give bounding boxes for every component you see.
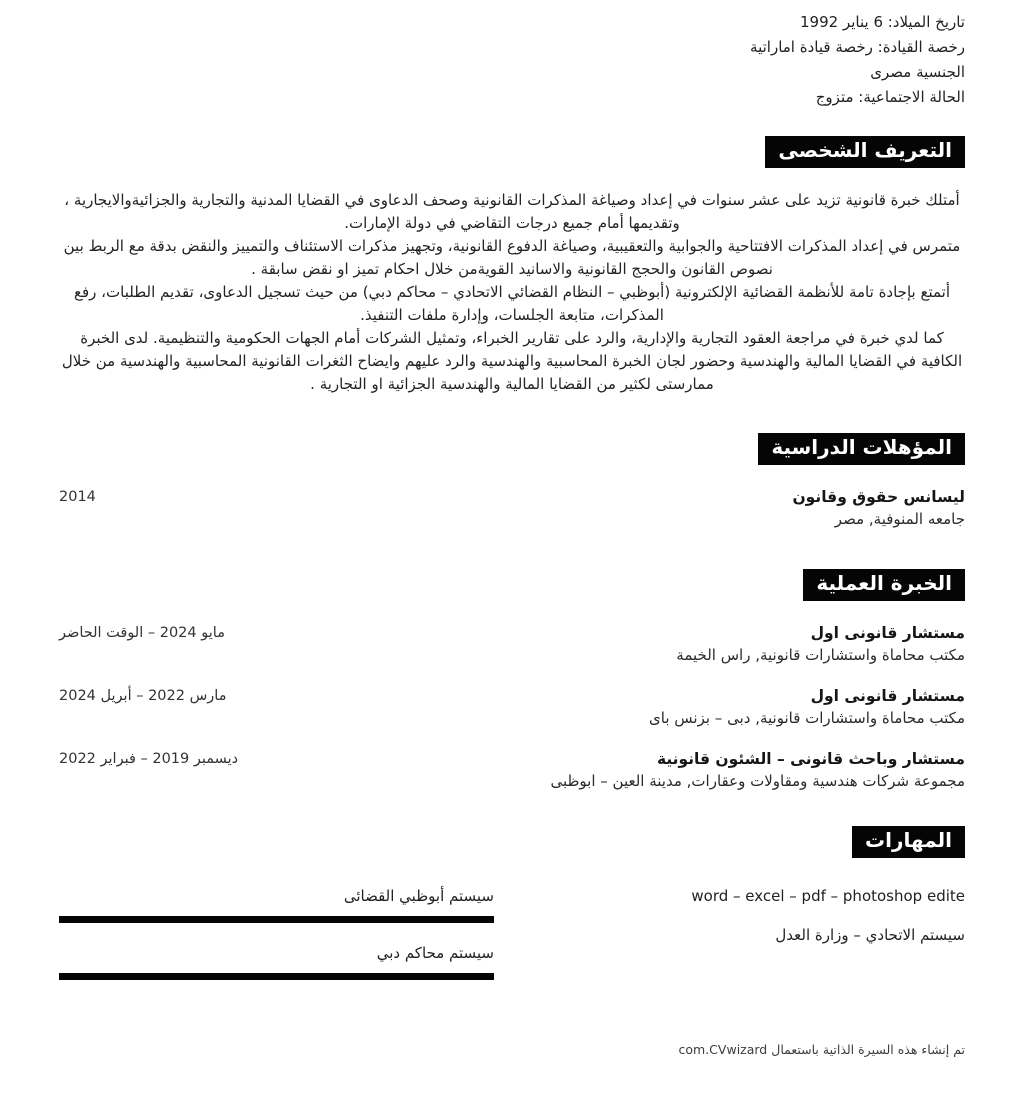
- profile-section: [59, 136, 965, 396]
- personal-info: [59, 10, 965, 110]
- footer-brand: com.CVwizard: [678, 1042, 768, 1057]
- skill-item: [59, 944, 494, 980]
- experience-section-title: الخبرة العملية: [803, 569, 965, 601]
- skill-level-bar: [59, 973, 494, 980]
- education-entry-main: [244, 488, 965, 528]
- skill-name: سيستم الاتحادي – وزارة العدل: [775, 926, 965, 944]
- experience-section-header: [59, 569, 965, 601]
- education-section-title: المؤهلات الدراسية: [758, 433, 965, 465]
- experience-section: [59, 569, 965, 790]
- organization: مكتب محاماة واستشارات قانونية, راس الخيمة: [676, 646, 965, 664]
- skill-name: سيستم محاكم دبي: [376, 944, 494, 962]
- skill-name: سيستم أبوظبي القضائى: [343, 887, 494, 905]
- skills-column-right: [530, 887, 965, 1001]
- role-title: مستشار قانونى اول: [810, 687, 965, 705]
- footer: [679, 1042, 965, 1057]
- skills-column-left: [59, 887, 494, 1001]
- education-date: 2014: [59, 489, 96, 505]
- experience-date: مارس 2022 – أبريل 2024: [59, 688, 227, 704]
- profile-paragraph-3: أتمتع بإجادة تامة للأنظمة القضائية الإلكترونية (أبوظبي – النظام القضائي الاتحادي – محاكم دبي) من حيث تسجيل الدعاوى، تقديم الطلبات، رفع المذكرات، متابعة الجلسات، وإدارة ملفات التنفيذ.: [74, 283, 950, 324]
- birth-date-line: تاريخ الميلاد: 6 يناير 1992: [799, 13, 965, 31]
- profile-text: [59, 189, 965, 396]
- education-section: [59, 433, 965, 528]
- skills-section-title: المهارات: [852, 826, 965, 858]
- profile-paragraph-1: أمتلك خبرة قانونية تزيد على عشر سنوات في إعداد وصياغة المذكرات القانونية وصحف الدعاوى في القضايا المدنية والتجارية والجزائيةوالايجارية ، وتقديمها أمام جميع درجات التقاضي في دولة الإمارات.: [64, 191, 960, 232]
- role-title: مستشار وباحث قانونى – الشئون قانونية: [656, 750, 965, 768]
- skill-item: [530, 887, 965, 905]
- skills-section-header: [59, 826, 965, 858]
- profile-section-header: [59, 136, 965, 168]
- profile-paragraph-2: متمرس في إعداد المذكرات الافتتاحية والجوابية والتعقيبية، وصياغة الدفوع القانونية، وتجهيز مذكرات الاستئناف والتمييز والنقض بدقة مع الربط بين نصوص القانون والحجج القانونية والاسانيد القويةمن خلال احكام تميز او نقض سابقة .: [63, 237, 961, 278]
- degree-title: ليسانس حقوق وقانون: [792, 488, 965, 506]
- organization: مجموعة شركات هندسية ومقاولات وعقارات, مدينة العين – ابوظبى: [550, 772, 965, 790]
- profile-paragraph-4: كما لدي خبرة في مراجعة العقود التجارية والإدارية، والرد على تقارير الخبراء، وتمثيل الشركات أمام الجهات الحكومية والتنظيمية. لدى الخبرة الكافية في القضايا المالية والهندسية وحضور لجان الخبرة المحاسبية والهندسية والرد عليهم وايضاح الثغرات القانونية المحاسبية والهندسية من خلال ممارستى لكثير من القضايا المالية والهندسية الجزائية او التجارية .: [61, 329, 963, 393]
- role-title: مستشار قانونى اول: [810, 624, 965, 642]
- skills-section: [59, 826, 965, 1001]
- skills-grid: [59, 887, 965, 1001]
- skill-item: [530, 926, 965, 944]
- skill-name: word – excel – pdf – photoshop edite: [691, 887, 965, 905]
- marital-status-line: الحالة الاجتماعية: متزوج: [815, 88, 965, 106]
- experience-date: مايو 2024 – الوقت الحاضر: [59, 625, 225, 641]
- footer-text: تم إنشاء هذه السيرة الذاتية باستعمال: [771, 1042, 965, 1057]
- driving-license-line: رخصة القيادة: رخصة قيادة اماراتية: [750, 38, 965, 56]
- skill-level-bar: [59, 916, 494, 923]
- experience-entry: [59, 750, 965, 790]
- profile-section-title: التعريف الشخصى: [765, 136, 965, 168]
- experience-date: ديسمبر 2019 – فبراير 2022: [59, 751, 239, 767]
- experience-entry-main: [244, 750, 965, 790]
- experience-entry: [59, 624, 965, 664]
- education-entry: [59, 488, 965, 528]
- skill-item: [59, 887, 494, 923]
- education-section-header: [59, 433, 965, 465]
- institution: جامعه المنوفية, مصر: [834, 510, 965, 528]
- experience-entry-main: [244, 687, 965, 727]
- experience-entry: [59, 687, 965, 727]
- experience-entry-main: [244, 624, 965, 664]
- organization: مكتب محاماة واستشارات قانونية, دبى – بزنس باى: [649, 709, 965, 727]
- nationality-line: الجنسية مصرى: [870, 63, 965, 81]
